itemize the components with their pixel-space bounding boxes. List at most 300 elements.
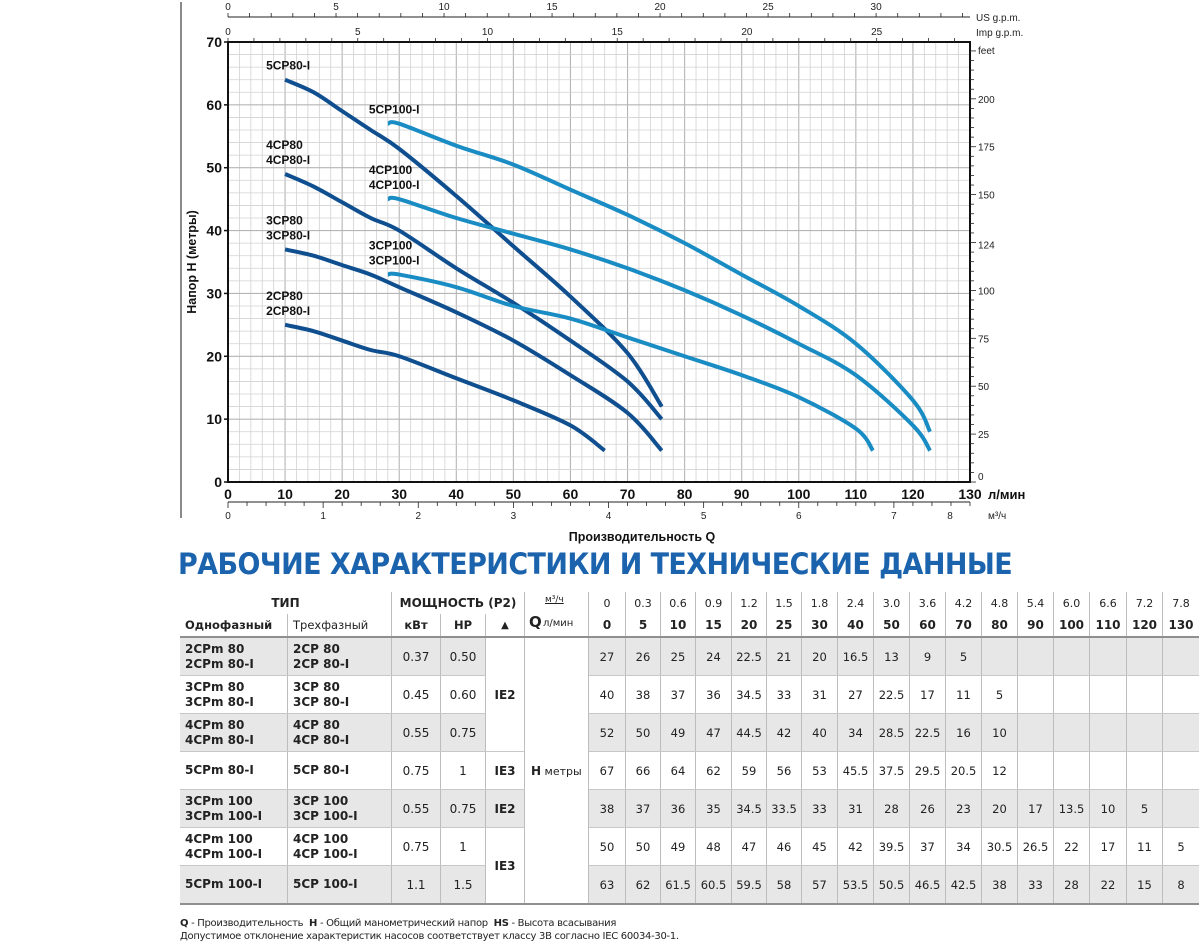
x-tick-label: 70 xyxy=(619,486,636,502)
head-value: 24 xyxy=(696,637,732,676)
head-value: 66 xyxy=(626,752,661,790)
feet-tick-label: 100 xyxy=(978,286,995,298)
head-value: 34 xyxy=(838,714,874,752)
us-gpm-tick-label: 0 xyxy=(225,2,231,13)
header-power: МОЩНОСТЬ (P2) xyxy=(392,592,525,614)
q-m3h-value: 6.6 xyxy=(1090,592,1127,614)
x-axis-title: Производительность Q xyxy=(568,530,716,544)
single-phase-model-name: 4CPm 80-I xyxy=(185,732,254,747)
q-lmin-value: 60 xyxy=(910,614,946,637)
power-hp: 1.5 xyxy=(441,866,486,905)
x-tick-label: 90 xyxy=(733,486,750,502)
q-lmin-value: 10 xyxy=(661,614,696,637)
series-curve-5 xyxy=(388,198,930,451)
three-phase-model-name: 4CP 100-I xyxy=(293,846,358,861)
three-phase-model-name: 4CP 80 xyxy=(293,717,340,732)
head-value: 20.5 xyxy=(946,752,982,790)
q-lmin-value: 20 xyxy=(732,614,767,637)
x-tick-label: 130 xyxy=(958,486,982,502)
q-unit-m3h: м³/ч xyxy=(545,595,564,605)
head-value: 67 xyxy=(589,752,626,790)
head-value: 9 xyxy=(910,637,946,676)
head-value: 38 xyxy=(589,790,626,828)
three-phase-model-name: 5CP 100-I xyxy=(293,877,358,891)
head-value xyxy=(1018,676,1054,714)
footnote xyxy=(180,917,679,943)
head-value: 33 xyxy=(1018,866,1054,905)
head-value: 11 xyxy=(946,676,982,714)
header-type: ТИП xyxy=(180,592,392,614)
q-lmin-value: 130 xyxy=(1163,614,1200,637)
head-value: 42 xyxy=(838,828,874,866)
efficiency-class: IE3 xyxy=(486,752,525,790)
head-value: 37 xyxy=(910,828,946,866)
header-q xyxy=(525,592,589,637)
m3h-tick-label: 6 xyxy=(795,511,802,522)
y-tick-label: 0 xyxy=(214,474,222,490)
q-lmin-value: 40 xyxy=(838,614,874,637)
series-label: 3CP100-I xyxy=(368,253,420,268)
head-value xyxy=(1090,676,1127,714)
head-value: 22.5 xyxy=(874,676,910,714)
head-value xyxy=(1018,752,1054,790)
head-value: 45 xyxy=(802,828,838,866)
head-value: 38 xyxy=(626,676,661,714)
series-curve-4 xyxy=(388,274,873,451)
head-value xyxy=(1054,676,1090,714)
head-value: 27 xyxy=(589,637,626,676)
power-kw: 0.55 xyxy=(392,790,441,828)
y-tick-label: 60 xyxy=(206,96,222,113)
power-kw: 1.1 xyxy=(392,866,441,905)
head-value xyxy=(1163,714,1200,752)
h-symbol: H xyxy=(531,763,542,778)
head-value: 17 xyxy=(1090,828,1127,866)
head-value: 10 xyxy=(982,714,1018,752)
x-unit-label: л/мин xyxy=(988,487,1026,502)
power-kw: 0.37 xyxy=(392,637,441,676)
head-value: 38 xyxy=(982,866,1018,905)
single-phase-model-name: 5CPm 80-I xyxy=(185,763,254,777)
single-phase-model-name: 4CPm 80 xyxy=(185,717,245,732)
head-value xyxy=(1054,752,1090,790)
head-value: 28 xyxy=(1054,866,1090,905)
head-value: 36 xyxy=(661,790,696,828)
header-efficiency-marker: ▲ xyxy=(486,614,525,637)
us-gpm-tick-label: 20 xyxy=(654,2,666,13)
single-phase-model-name: 2CPm 80-I xyxy=(185,656,254,671)
head-value xyxy=(1018,714,1054,752)
q-m3h-value: 0.9 xyxy=(696,592,732,614)
three-phase-model-name: 5CP 80-I xyxy=(293,763,350,777)
q-lmin-value: 90 xyxy=(1018,614,1054,637)
power-hp: 1 xyxy=(441,752,486,790)
head-value: 28.5 xyxy=(874,714,910,752)
q-m3h-value: 5.4 xyxy=(1018,592,1054,614)
single-phase-model xyxy=(180,714,288,752)
head-value: 31 xyxy=(802,676,838,714)
head-value: 20 xyxy=(982,790,1018,828)
single-phase-model-name: 3CPm 100 xyxy=(185,793,253,808)
header-kw: кВт xyxy=(392,614,441,637)
y-tick-label: 40 xyxy=(206,222,222,239)
head-value: 40 xyxy=(589,676,626,714)
head-value: 20 xyxy=(802,637,838,676)
head-value xyxy=(1163,676,1200,714)
feet-tick-label: 175 xyxy=(978,142,995,154)
series-label: 3CP80 xyxy=(266,213,303,228)
head-value: 16.5 xyxy=(838,637,874,676)
table-row xyxy=(180,637,1199,676)
us-gpm-tick-label: 5 xyxy=(333,2,339,13)
m3h-tick-label: 2 xyxy=(415,511,422,522)
table-row xyxy=(180,828,1199,866)
imp-gpm-tick-label: 10 xyxy=(481,27,494,38)
spec-table xyxy=(180,592,1199,905)
m3h-unit-label: м³/ч xyxy=(988,511,1007,522)
single-phase-model-name: 4CPm 100-I xyxy=(185,846,263,861)
us-gpm-unit-label: US g.p.m. xyxy=(976,13,1021,24)
q-m3h-value: 0 xyxy=(589,592,626,614)
three-phase-model xyxy=(288,714,392,752)
imp-gpm-tick-label: 5 xyxy=(354,27,361,38)
three-phase-model-name: 2CP 80-I xyxy=(293,656,350,671)
x-tick-label: 80 xyxy=(676,486,693,502)
head-value: 49 xyxy=(661,828,696,866)
single-phase-model-name: 3CPm 80-I xyxy=(185,694,254,709)
x-tick-label: 50 xyxy=(505,486,522,502)
head-value: 53 xyxy=(802,752,838,790)
single-phase-model xyxy=(180,828,288,866)
head-value: 50 xyxy=(626,828,661,866)
feet-unit-label: feet xyxy=(978,46,995,57)
imp-gpm-unit-label: Imp g.p.m. xyxy=(976,28,1024,39)
single-phase-model-name: 3CPm 100-I xyxy=(185,808,263,823)
head-value: 26 xyxy=(910,790,946,828)
series-label: 2CP80-I xyxy=(266,303,311,318)
x-tick-label: 10 xyxy=(277,486,293,502)
head-value: 27 xyxy=(838,676,874,714)
head-value: 42.5 xyxy=(946,866,982,905)
imp-gpm-tick-label: 0 xyxy=(225,27,231,38)
head-value: 40 xyxy=(802,714,838,752)
head-value: 63 xyxy=(589,866,626,905)
power-kw: 0.75 xyxy=(392,828,441,866)
head-value xyxy=(1090,752,1127,790)
q-m3h-value: 6.0 xyxy=(1054,592,1090,614)
head-value: 42 xyxy=(767,714,802,752)
q-lmin-value: 120 xyxy=(1127,614,1163,637)
table-row xyxy=(180,714,1199,752)
table-row xyxy=(180,752,1199,790)
feet-tick-label: 200 xyxy=(978,94,995,106)
head-value xyxy=(1163,752,1200,790)
head-value: 58 xyxy=(767,866,802,905)
head-value: 35 xyxy=(696,790,732,828)
head-value: 26.5 xyxy=(1018,828,1054,866)
three-phase-model-name: 4CP 100 xyxy=(293,831,349,846)
imp-gpm-tick-label: 20 xyxy=(741,27,753,38)
y-tick-label: 10 xyxy=(206,411,222,428)
q-lmin-value: 110 xyxy=(1090,614,1127,637)
table-row xyxy=(180,790,1199,828)
q-unit-lmin: л/мин xyxy=(543,618,574,629)
series-label: 3CP80-I xyxy=(266,228,311,243)
power-hp: 0.75 xyxy=(441,714,486,752)
x-tick-label: 30 xyxy=(391,486,408,502)
x-tick-label: 40 xyxy=(448,486,465,502)
head-value: 64 xyxy=(661,752,696,790)
q-m3h-value: 2.4 xyxy=(838,592,874,614)
head-value: 16 xyxy=(946,714,982,752)
series-label: 2CP80 xyxy=(266,288,303,303)
head-value: 48 xyxy=(696,828,732,866)
q-m3h-value: 1.8 xyxy=(802,592,838,614)
q-lmin-value: 80 xyxy=(982,614,1018,637)
three-phase-model-name: 3CP 100-I xyxy=(293,808,358,823)
head-value: 30.5 xyxy=(982,828,1018,866)
head-value xyxy=(1127,714,1163,752)
head-value: 33.5 xyxy=(767,790,802,828)
feet-tick-label: 150 xyxy=(978,190,995,202)
series-label: 4CP100 xyxy=(368,163,413,178)
x-tick-label: 0 xyxy=(224,486,232,502)
head-value: 31 xyxy=(838,790,874,828)
power-hp: 0.50 xyxy=(441,637,486,676)
q-m3h-value: 4.2 xyxy=(946,592,982,614)
feet-tick-label: 75 xyxy=(978,334,990,346)
x-tick-label: 60 xyxy=(562,486,579,502)
y-tick-label: 20 xyxy=(206,348,222,365)
head-value: 57 xyxy=(802,866,838,905)
q-m3h-value: 7.8 xyxy=(1172,596,1190,610)
head-value: 22.5 xyxy=(910,714,946,752)
head-value: 37.5 xyxy=(874,752,910,790)
head-value: 62 xyxy=(696,752,732,790)
three-phase-model xyxy=(288,676,392,714)
head-value: 50.5 xyxy=(874,866,910,905)
head-value: 39.5 xyxy=(874,828,910,866)
table-header-row-2 xyxy=(180,614,1199,637)
head-value: 59.5 xyxy=(732,866,767,905)
head-value: 29.5 xyxy=(910,752,946,790)
head-value: 37 xyxy=(626,790,661,828)
head-value: 5 xyxy=(946,637,982,676)
head-value xyxy=(1127,676,1163,714)
efficiency-class: IE3 xyxy=(486,828,525,905)
head-value: 56 xyxy=(767,752,802,790)
single-phase-model xyxy=(180,866,288,905)
head-value: 23 xyxy=(946,790,982,828)
head-value: 44.5 xyxy=(732,714,767,752)
series-label: 4CP100-I xyxy=(368,178,420,193)
q-m3h-value: 0.3 xyxy=(626,592,661,614)
y-tick-label: 70 xyxy=(206,34,222,50)
head-value: 12 xyxy=(982,752,1018,790)
three-phase-model-name: 4CP 80-I xyxy=(293,732,350,747)
head-value xyxy=(1090,637,1127,676)
q-lmin-value: 0 xyxy=(589,614,626,637)
m3h-tick-label: 8 xyxy=(947,511,953,522)
head-value: 5 xyxy=(1127,790,1163,828)
q-m3h-value: 7.2 xyxy=(1127,592,1163,614)
head-value: 21 xyxy=(767,637,802,676)
three-phase-model xyxy=(288,637,392,676)
footnote-tolerance: Допустимое отклонение характеристик насосов соответствует классу 3В согласно IEC 60034-30-1. xyxy=(180,931,679,942)
single-phase-model-name: 2CPm 80 xyxy=(185,641,245,656)
m3h-tick-label: 7 xyxy=(891,511,897,522)
head-value: 46 xyxy=(767,828,802,866)
three-phase-model xyxy=(288,752,392,790)
q-lmin-value: 50 xyxy=(874,614,910,637)
head-value: 62 xyxy=(626,866,661,905)
q-m3h-value: 1.5 xyxy=(767,592,802,614)
us-gpm-tick-label: 25 xyxy=(762,2,774,13)
q-lmin-value: 15 xyxy=(696,614,732,637)
head-value: 22 xyxy=(1090,866,1127,905)
us-gpm-tick-label: 30 xyxy=(870,2,882,13)
m3h-tick-label: 0 xyxy=(225,511,231,522)
us-gpm-tick-label: 10 xyxy=(438,2,450,13)
head-value: 33 xyxy=(802,790,838,828)
head-value: 25 xyxy=(661,637,696,676)
y-axis-title: Напор H (метры) xyxy=(185,210,199,314)
head-value: 17 xyxy=(910,676,946,714)
footnote-q-text: - Производительность xyxy=(191,918,304,929)
head-value: 10 xyxy=(1090,790,1127,828)
series-label: 4CP80-I xyxy=(266,153,311,167)
m3h-tick-label: 4 xyxy=(605,511,612,522)
q-lmin-value: 100 xyxy=(1054,614,1090,637)
imp-gpm-tick-label: 25 xyxy=(871,27,883,38)
head-value: 36 xyxy=(696,676,732,714)
single-phase-model xyxy=(180,790,288,828)
power-hp: 0.75 xyxy=(441,790,486,828)
three-phase-model xyxy=(288,828,392,866)
head-value: 60.5 xyxy=(696,866,732,905)
three-phase-model xyxy=(288,790,392,828)
feet-tick-label: 0 xyxy=(978,472,984,483)
q-symbol: Q xyxy=(529,613,542,631)
head-value: 22 xyxy=(1054,828,1090,866)
head-value: 13.5 xyxy=(1054,790,1090,828)
head-value: 11 xyxy=(1127,828,1163,866)
head-value: 8 xyxy=(1163,866,1200,905)
head-value: 17 xyxy=(1018,790,1054,828)
table-row xyxy=(180,676,1199,714)
single-phase-model-name: 3CPm 80 xyxy=(185,679,245,694)
head-value: 34 xyxy=(946,828,982,866)
x-tick-label: 100 xyxy=(787,486,811,502)
feet-tick-label: 124 xyxy=(978,240,995,252)
head-value: 52 xyxy=(589,714,626,752)
q-header-wrap xyxy=(525,592,588,636)
head-value xyxy=(1163,790,1200,828)
head-value xyxy=(1090,714,1127,752)
y-tick-label: 50 xyxy=(206,159,222,176)
q-m3h-value: 4.8 xyxy=(982,592,1018,614)
q-m3h-value: 3.0 xyxy=(874,592,910,614)
q-lmin-value: 5 xyxy=(626,614,661,637)
head-value xyxy=(1054,714,1090,752)
power-hp: 0.60 xyxy=(441,676,486,714)
head-value: 45.5 xyxy=(838,752,874,790)
imp-gpm-tick-label: 15 xyxy=(611,27,623,38)
footnote-h-text: - Общий манометрический напор xyxy=(319,918,488,929)
head-value: 61.5 xyxy=(661,866,696,905)
m3h-tick-label: 3 xyxy=(510,511,517,522)
head-value: 46.5 xyxy=(910,866,946,905)
head-value: 37 xyxy=(661,676,696,714)
q-lmin-value: 70 xyxy=(946,614,982,637)
footnote-h-key: H xyxy=(309,918,318,929)
footnote-hs-key: HS xyxy=(493,918,509,929)
header-three-phase: Трехфазный xyxy=(288,614,392,637)
head-value: 28 xyxy=(874,790,910,828)
single-phase-model xyxy=(180,637,288,676)
series-label: 3CP100 xyxy=(368,238,413,253)
head-value: 34.5 xyxy=(732,790,767,828)
chart-axes xyxy=(185,2,1025,544)
three-phase-model xyxy=(288,866,392,905)
single-phase-model xyxy=(180,676,288,714)
head-value: 50 xyxy=(589,828,626,866)
q-lmin-value: 30 xyxy=(802,614,838,637)
header-hp: HP xyxy=(441,614,486,637)
q-lmin-value: 25 xyxy=(767,614,802,637)
q-m3h-value: 1.2 xyxy=(732,592,767,614)
x-tick-label: 120 xyxy=(901,486,925,502)
head-value: 49 xyxy=(661,714,696,752)
single-phase-model-name: 5CPm 100-I xyxy=(185,877,263,891)
h-unit-cell xyxy=(525,637,589,904)
head-value: 47 xyxy=(732,828,767,866)
power-kw: 0.75 xyxy=(392,752,441,790)
y-tick-label: 30 xyxy=(206,285,222,302)
head-value: 15 xyxy=(1127,866,1163,905)
head-value xyxy=(982,637,1018,676)
head-value: 50 xyxy=(626,714,661,752)
head-value: 22.5 xyxy=(732,637,767,676)
series-label: 4CP80 xyxy=(266,138,303,152)
power-kw: 0.55 xyxy=(392,714,441,752)
section-title: РАБОЧИЕ ХАРАКТЕРИСТИКИ И ТЕХНИЧЕСКИЕ ДАННЫЕ xyxy=(178,547,1013,581)
three-phase-model-name: 3CP 80-I xyxy=(293,694,350,709)
x-tick-label: 110 xyxy=(844,486,868,502)
three-phase-model-name: 3CP 100 xyxy=(293,793,349,808)
head-value: 34.5 xyxy=(732,676,767,714)
feet-tick-label: 25 xyxy=(978,430,990,442)
head-value: 33 xyxy=(767,676,802,714)
head-value: 53.5 xyxy=(838,866,874,905)
efficiency-class: IE2 xyxy=(486,637,525,752)
table-header-row-1 xyxy=(180,592,1199,614)
series-label: 5CP80-I xyxy=(266,58,311,73)
feet-tick-label: 50 xyxy=(978,382,990,394)
single-phase-model xyxy=(180,752,288,790)
h-unit: метры xyxy=(541,764,582,778)
head-value: 5 xyxy=(1163,828,1200,866)
power-hp: 1 xyxy=(441,828,486,866)
head-value: 13 xyxy=(874,637,910,676)
us-gpm-tick-label: 15 xyxy=(546,2,558,13)
chart-series-labels xyxy=(266,59,419,318)
efficiency-class: IE2 xyxy=(486,790,525,828)
power-kw: 0.45 xyxy=(392,676,441,714)
head-value: 26 xyxy=(626,637,661,676)
head-value xyxy=(1163,637,1200,676)
three-phase-model-name: 3CP 80 xyxy=(293,679,340,694)
